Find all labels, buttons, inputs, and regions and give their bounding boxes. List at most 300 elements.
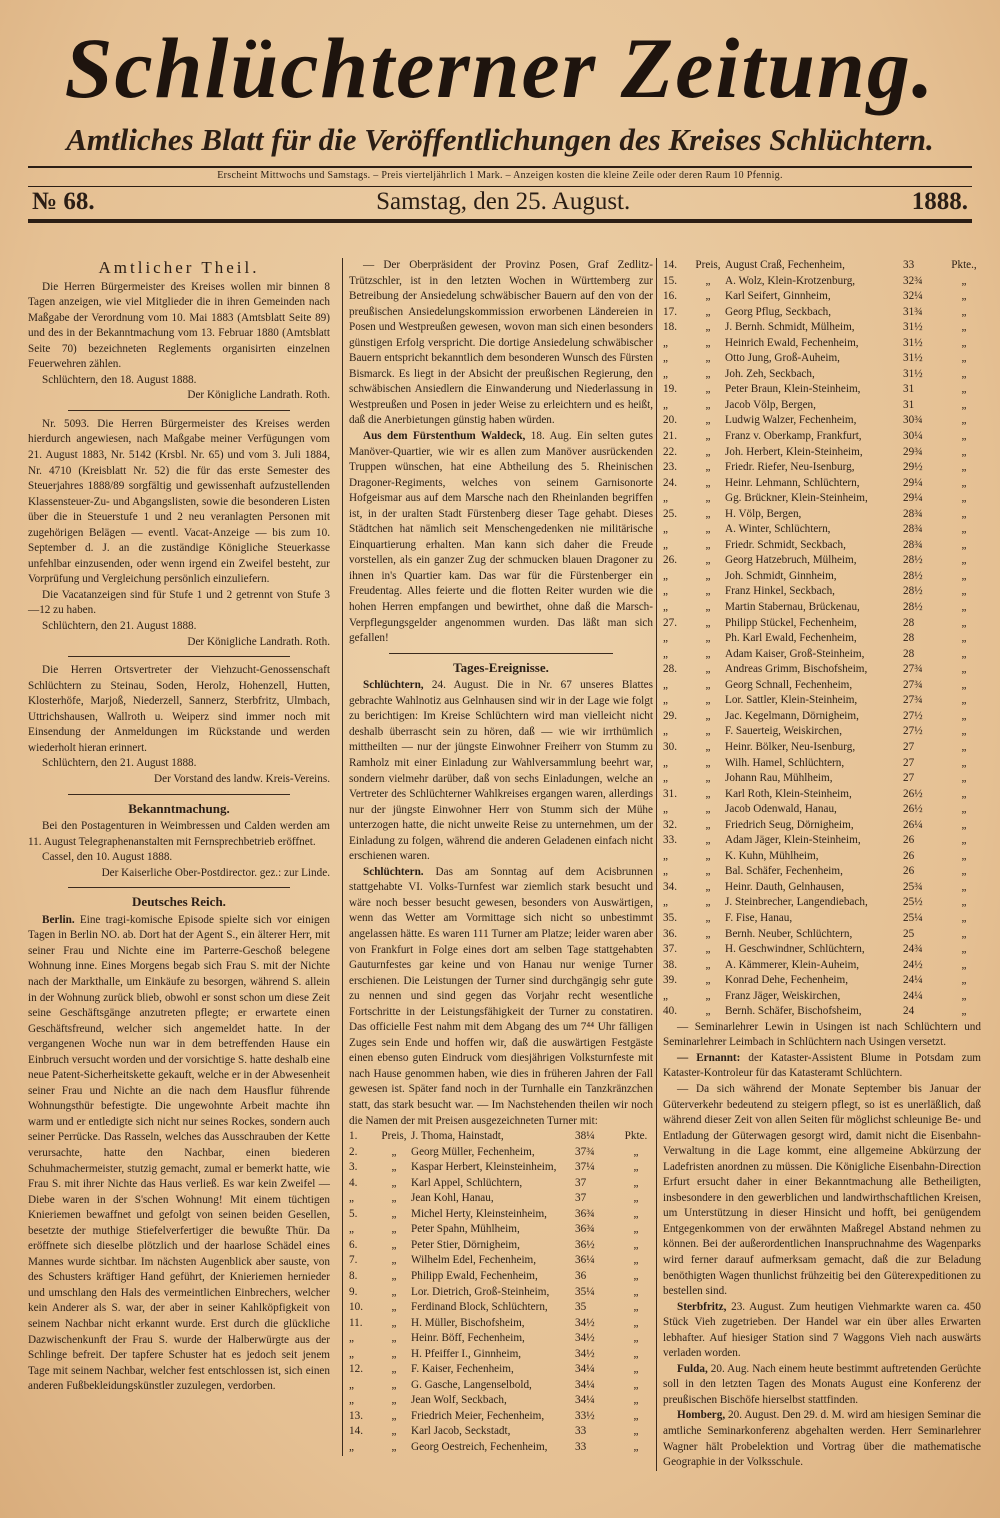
winner-name: Jean Wolf, Seckbach, <box>411 1394 507 1407</box>
rank: „ <box>663 694 668 707</box>
winner-name: Karl Appel, Schlüchtern, <box>411 1176 523 1189</box>
section-heading: Bekanntmachung. <box>128 800 230 816</box>
score: 31¾ <box>903 305 923 318</box>
score: 24¼ <box>903 989 923 1002</box>
prize-label: „ <box>705 678 711 691</box>
unit: „ <box>961 585 967 598</box>
score: 33 <box>575 1425 587 1438</box>
prize-label: „ <box>705 569 711 582</box>
table-row <box>349 1145 653 1161</box>
prize-label: „ <box>705 398 711 411</box>
winner-name: H. Völp, Bergen, <box>725 507 802 520</box>
unit: „ <box>961 927 967 940</box>
article-lead: — Ernannt: <box>677 1051 741 1064</box>
unit: „ <box>961 414 967 427</box>
unit: „ <box>961 290 967 303</box>
winner-name: Franz Hinkel, Seckbach, <box>725 585 835 598</box>
winner-name: Georg Pflug, Seckbach, <box>725 305 832 318</box>
prize-label: „ <box>391 1441 397 1454</box>
winner-name: Joh. Zeh, Seckbach, <box>725 367 815 380</box>
unit: „ <box>633 1425 639 1438</box>
winner-name: Franz Jäger, Weiskirchen, <box>725 989 841 1002</box>
rank: „ <box>663 492 668 505</box>
prize-label: „ <box>391 1394 397 1407</box>
score: 29¼ <box>903 476 923 489</box>
table-row <box>349 1238 653 1254</box>
prize-label: Preis, <box>381 1130 407 1143</box>
table-row <box>663 818 981 834</box>
winner-name: H. Müller, Bischofsheim, <box>411 1316 525 1329</box>
prize-label: „ <box>391 1425 397 1438</box>
score: 34½ <box>575 1332 595 1345</box>
prize-label: „ <box>705 834 711 847</box>
winner-name: Friedr. Riefer, Neu-Isenburg, <box>725 461 855 474</box>
winner-name: F. Fise, Hanau, <box>725 911 793 924</box>
unit: „ <box>961 523 967 536</box>
winner-name: August Craß, Fechenheim, <box>725 259 845 271</box>
rank: 20. <box>663 414 677 427</box>
score: 27½ <box>903 725 923 738</box>
score: 38¼ <box>575 1130 595 1143</box>
unit: „ <box>633 1192 639 1205</box>
score: 24¼ <box>903 974 923 987</box>
unit: „ <box>961 398 967 411</box>
unit: „ <box>961 911 967 924</box>
rank: „ <box>663 678 668 691</box>
prize-label: „ <box>391 1161 397 1174</box>
section-heading: Amtlicher Theil. <box>98 258 260 277</box>
unit: „ <box>633 1394 639 1407</box>
prize-label: „ <box>705 274 711 287</box>
prize-label: „ <box>705 414 711 427</box>
unit: „ <box>961 772 967 785</box>
table-row <box>663 678 981 694</box>
column-1 <box>28 258 330 1395</box>
table-row <box>663 522 981 538</box>
table-row <box>663 911 981 927</box>
rank: 7. <box>349 1254 358 1267</box>
unit: „ <box>633 1285 639 1298</box>
table-row <box>663 662 981 678</box>
article-paragraph <box>349 429 653 647</box>
winner-name: G. Gasche, Langenselbold, <box>411 1378 532 1391</box>
table-row <box>663 895 981 911</box>
table-row <box>663 289 981 305</box>
prize-label: „ <box>391 1145 397 1158</box>
score: 31 <box>903 398 915 411</box>
article-paragraph <box>663 1051 981 1082</box>
unit: „ <box>961 616 967 629</box>
rank: 31. <box>663 787 677 800</box>
table-row <box>663 429 981 445</box>
winner-name: K. Kuhn, Mühlheim, <box>725 849 819 862</box>
prize-label: „ <box>391 1223 397 1236</box>
signature: Der Königliche Landrath. Roth. <box>187 389 330 402</box>
score: 28½ <box>903 601 923 614</box>
score: 25¾ <box>903 880 923 893</box>
prize-label: „ <box>705 336 711 349</box>
table-row <box>349 1331 653 1347</box>
table-row <box>663 833 981 849</box>
article-text: Das am Sonntag auf dem Acisbrunnen stattgehabte VI. Volks-Turnfest war ziemlich stark besucht und wäre noch besser besucht gewesen, besonders von Auswärtigen, wenn das Wetter am Vormittage sich nicht so unbestimmt angelassen hätte. Es waren 111 Turner am Platze; leider waren aber von Frankfurt in Folge eines dort am selben Tage stattgehabten Gauturnfestes gar keine und von Hanau nur wenige Turner erschienen. Die Leistungen der Turner sind durchgängig sehr gute zu nennen und sind gegen das Vorjahr recht wesentliche Fortschritte in der Leistungsfähigkeit der Turner zu constatiren. Das officielle Fest nahm mit dem Abgang des um 7⁴⁴ Uhr fälligen Zuges sein Ende und hoffen wir, daß die auswärtigen Festgäste einen ebenso guten Eindruck vom diesjährigen Volksturnfeste mit nach Hause genommen haben, wie dies in früheren Jahren der Fall gewesen ist. Später fand noch in der Turnhalle ein Tanzkränzchen statt, das stark besucht war. — Im Nachstehenden theilen wir noch die Namen der mit Preisen ausgezeichneten Turner mit: <box>349 865 653 1127</box>
winner-name: A. Kämmerer, Klein-Auheim, <box>725 958 860 971</box>
prize-label: „ <box>705 880 711 893</box>
unit: „ <box>633 1316 639 1329</box>
unit: „ <box>961 663 967 676</box>
rank: „ <box>663 647 668 660</box>
score: 36¼ <box>575 1254 595 1267</box>
unit: „ <box>961 1005 967 1018</box>
score: 25½ <box>903 896 923 909</box>
prize-label: „ <box>705 476 711 489</box>
unit: „ <box>961 740 967 753</box>
winner-name: Peter Braun, Klein-Steinheim, <box>725 383 861 396</box>
table-row <box>663 927 981 943</box>
score: 33 <box>903 259 915 271</box>
table-row <box>349 1207 653 1223</box>
unit: „ <box>633 1441 639 1454</box>
article-text: 20. August. Den 29. d. M. wird am hiesigen Seminar die amtliche Seminarkonferenz abgehalten werden. Herr Seminarlehrer Wagner hält Probelektion und Vortrag über die mathematische Geographie in der Volksschule. <box>663 1409 981 1469</box>
rank: 3. <box>349 1161 358 1174</box>
rank: „ <box>663 803 668 816</box>
rank: 18. <box>663 321 677 334</box>
unit: „ <box>961 865 967 878</box>
rank: „ <box>663 725 668 738</box>
unit: „ <box>961 336 967 349</box>
rank: 15. <box>663 274 677 287</box>
winner-name: Konrad Dehe, Fechenheim, <box>725 974 849 987</box>
newspaper-title: Schlüchterner Zeitung. <box>64 20 936 116</box>
prize-label: „ <box>705 538 711 551</box>
table-row <box>663 274 981 290</box>
winner-name: Bernh. Neuber, Schlüchtern, <box>725 927 853 940</box>
unit: „ <box>961 974 967 987</box>
winner-name: Georg Hatzebruch, Mülheim, <box>725 554 857 567</box>
score: 27¾ <box>903 678 923 691</box>
unit: Pkte., <box>951 259 977 271</box>
unit: „ <box>961 538 967 551</box>
score: 30¼ <box>903 430 923 443</box>
prize-label: „ <box>705 709 711 722</box>
winner-name: Heinr. Böff, Fechenheim, <box>411 1332 525 1345</box>
rank: „ <box>349 1192 354 1205</box>
prize-label: „ <box>705 616 711 629</box>
score: 28¾ <box>903 538 923 551</box>
winner-name: F. Sauerteig, Weiskirchen, <box>725 725 842 738</box>
score: 34¼ <box>575 1363 595 1376</box>
score: 35¼ <box>575 1285 595 1298</box>
rank: 5. <box>349 1207 358 1220</box>
table-row <box>663 802 981 818</box>
article-paragraph <box>28 417 330 588</box>
score: 37 <box>575 1176 587 1189</box>
signature: Der Königliche Landrath. Roth. <box>187 635 330 648</box>
rank: „ <box>663 585 668 598</box>
prize-label: „ <box>705 352 711 365</box>
rank: 34. <box>663 880 677 893</box>
winner-name: Bernh. Schäfer, Bischofsheim, <box>725 1005 862 1018</box>
rank: 33. <box>663 834 677 847</box>
prize-list <box>663 258 981 1020</box>
rank: 2. <box>349 1145 358 1158</box>
winner-name: Heinrich Ewald, Fechenheim, <box>725 336 859 349</box>
prize-label: „ <box>705 974 711 987</box>
winner-name: Wilh. Hamel, Schlüchtern, <box>725 756 845 769</box>
score: 32¾ <box>903 274 923 287</box>
winner-name: Gg. Brückner, Klein-Steinheim, <box>725 492 868 505</box>
table-row <box>663 476 981 492</box>
rank: 27. <box>663 616 677 629</box>
rank: „ <box>663 538 668 551</box>
article-text: Eine tragi-komische Episode spielte sich vor einigen Tagen in Berlin NO. ab. Dort hat der Agent S., ein älterer Herr, mit seiner Frau und Nichte eine im Parterre-Geschoß belegene Wohnung inne. Eines Morgens begab sich Frau S. mit der Nichte nach der Markthalle, um Einkäufe zu besorgen, während S. allein in der Wohnung zurück blieb, obwohl er sonst schon um diese Zeit seine Geschäftsgänge anzutreten pflegte; er erwartete einen Geschäftsfreund, welcher sich angemeldet hatte. In der vergangenen Woche nun war in dem betreffenden Hause ein Einbruch versucht worden und der vorsichtige S. hatte deshalb eine neue Patent-Sicherheitskette gekauft, welche er in der Abwesenheit seiner Frau und Nichte an die nach dem Hausflur führende Wohnungsthür befestigte. Die ungewohnte Arbeit machte ihn warm und er entledigte sich nicht nur seines Rockes, sondern auch seiner Perrücke. Das Rasseln, welches das Ausschrauben der Kette verursachte, hatte den Nachbar, einen biederen Schuhmachermeister, stutzig gemacht, zumal er bemerkt hatte, wie Frau S. mit ihrer Nichte das Haus verließ. Es war kein Zweifel — Diebe waren in der S'schen Wohnung! Mit einem tüchtigen Knieriemen bewaffnet und gefolgt von seinen beiden Gesellen, besetzte der muthige Stiefelverfertiger die bewußte Thür. Da eröffnete sich dieselbe plötzlich und der haarlose Schädel eines Mannes wurde sichtbar. Im nächsten Augenblick aber sauste, von des Schusters kräftiger Hand geführt, der Knieriemen hernieder und umschlang den Hals des vermeintlichen Einbrechers, welcher kein Anderer als S. war, der aber in seiner Kahlköpfigkeit von seinem Nachbar nicht erkannt wurde. Erst durch die glückliche Dazwischenkunft der Frau S. wurde der Halberwürgte aus der Schlinge befreit. Der tapfere Schuster hat es jedoch seit jenem Tage mit seinem Nachbar, welcher fest entschlossen ist, sich einen anderen Fußbekleidungskünstler zuzulegen, verdorben. <box>28 913 330 1393</box>
prize-label: „ <box>705 818 711 831</box>
table-row <box>663 305 981 321</box>
winner-name: Peter Spahn, Mühlheim, <box>411 1223 520 1236</box>
table-row <box>663 616 981 632</box>
unit: „ <box>961 647 967 660</box>
article-text: 24. August. Die in Nr. 67 unseres Blattes gebrachte Wahlnotiz aus Gelnhausen sind wir in der Lage wie folgt zu berichtigen: Im Kreise Schlüchtern wird man vielleicht nicht deshalb überrascht sein zu hören, daß — wie wir irrthümlich mittheilten — nur der jüngste Einwohner Freiherr von Stumm zu Ramholz mit einer Einladung zur Wahlversammlung beehrt war, sondern vielmehr darüber, daß von sechs Einladungen, welche an Vertreter des Schlüchterner Wahlkreises ergangen waren, allerdings nur der jüngste Einwohner Herr von Stumm sich der Mühe unterzogen hatte, die nicht unweite Reise zu unternehmen, um der Einladung zu folgen, während die anderen Geladenen einfach nicht erschienen waren. <box>349 679 653 863</box>
table-row <box>349 1300 653 1316</box>
unit: „ <box>633 1145 639 1158</box>
unit: „ <box>961 601 967 614</box>
winner-name: Kaspar Herbert, Kleinsteinheim, <box>411 1161 557 1174</box>
column-3 <box>656 258 981 1471</box>
rank: 13. <box>349 1409 363 1422</box>
prize-label: „ <box>705 927 711 940</box>
article-text: Nr. 5093. Die Herren Bürgermeister des Kreises werden hierdurch angewiesen, nach Maßgabe meiner Verfügungen vom 21. August 1883, Nr. 5142 (Krsbl. Nr. 65) und vom 3. Juli 1884, Nr. 4710 (Kreisblatt Nr. 52) die für das erste Semester des Steuerjahres 1888/89 sorgfältig und gewissenhaft aufzustellenden Klassensteuer-Zu- und Abgangslisten, sowie die besonderen Listen über die in Steuerstufe 1 und 2 neu veranlagten Personen mit zugehörigen Belägen — eventl. Vacat-Anzeige — bis zum 10. September d. J. an die zuständige Königliche Steuerkasse unfehlbar einzusenden, oder wenn irgend ein Zweifel besteht, zur Vorprüfung und Vergleichung persönlich einzuliefern. <box>28 417 330 586</box>
score: 31½ <box>903 352 923 365</box>
winner-name: Adam Jäger, Klein-Steinheim, <box>725 834 861 847</box>
winner-name: Friedrich Seug, Dörnigheim, <box>725 818 854 831</box>
unit: „ <box>961 756 967 769</box>
unit: „ <box>633 1176 639 1189</box>
score: 26 <box>903 849 915 862</box>
score: 34½ <box>575 1347 595 1360</box>
winner-name: Ph. Karl Ewald, Fechenheim, <box>725 632 857 645</box>
unit: „ <box>961 321 967 334</box>
score: 28½ <box>903 569 923 582</box>
table-row <box>349 1253 653 1269</box>
table-row <box>349 1176 653 1192</box>
unit: „ <box>961 725 967 738</box>
rank: 26. <box>663 554 677 567</box>
winner-name: Jacob Odenwald, Hanau, <box>725 803 837 816</box>
score: 29¼ <box>903 492 923 505</box>
prize-label: „ <box>391 1301 397 1314</box>
rank: 6. <box>349 1238 358 1251</box>
publication-info: Erscheint Mittwochs und Samstags. – Preis vierteljährlich 1 Mark. – Anzeigen kosten die kleine Zeile oder deren Raum 10 Pfennig. <box>217 170 783 181</box>
rank: „ <box>663 989 668 1002</box>
table-row <box>663 584 981 600</box>
rank: 23. <box>663 461 677 474</box>
winner-name: Karl Roth, Klein-Steinheim, <box>725 787 852 800</box>
score: 36¾ <box>575 1207 595 1220</box>
score: 26 <box>903 834 915 847</box>
winner-name: Heinr. Dauth, Gelnhausen, <box>725 880 844 893</box>
masthead <box>28 18 972 223</box>
table-row <box>663 538 981 554</box>
table-row <box>663 336 981 352</box>
prize-label: „ <box>391 1332 397 1345</box>
score: 24 <box>903 1005 915 1018</box>
table-row <box>349 1269 653 1285</box>
table-row <box>349 1285 653 1301</box>
winner-name: Philipp Stückel, Fechenheim, <box>725 616 857 629</box>
table-row <box>349 1316 653 1332</box>
rank: 11. <box>349 1316 363 1329</box>
score: 28½ <box>903 554 923 567</box>
rank: 9. <box>349 1285 358 1298</box>
table-row <box>663 647 981 663</box>
table-row <box>349 1160 653 1176</box>
winner-name: A. Wolz, Klein-Krotzenburg, <box>725 274 856 287</box>
article-paragraph <box>28 280 330 373</box>
rank: „ <box>663 569 668 582</box>
table-row <box>663 398 981 414</box>
table-row <box>663 1004 981 1020</box>
rank: 40. <box>663 1005 677 1018</box>
rank: 14. <box>349 1425 363 1438</box>
table-row <box>663 942 981 958</box>
prize-label: „ <box>391 1316 397 1329</box>
article-paragraph <box>663 1408 981 1470</box>
article-text: — Der Oberpräsident der Provinz Posen, Graf Zedlitz-Trützschler, ist in den letzten Wochen in Württemberg zur Betreibung der Ansiedelung schwäbischer Bauern auf den von der preußischen Ansiedelungskommission erworbenen Ländereien in Posen und Westpreußen gewesen, wovon man sich einen besonders günstigen Erfolg verspricht. Die dortige Ansiedelung schwäbischer Bauern entspricht bekanntlich dem besonderen Wunsch des Fürsten Bismarck. Es liegt in der Absicht der preußischen Regierung, den schwäbischen Ansiedlern die Einwanderung und Niederlassung in Westpreußen und Posen in jeder Weise zu erleichtern und es heißt, daß die Anerbietungen günstig haben würden. <box>349 259 653 427</box>
winner-name: J. Steinbrecher, Langendiebach, <box>725 896 868 909</box>
score: 34½ <box>575 1316 595 1329</box>
unit: „ <box>961 849 967 862</box>
article-lead: Schlüchtern. <box>363 865 424 878</box>
winner-name: Philipp Ewald, Fechenheim, <box>411 1270 538 1282</box>
dateline-place: Schlüchtern, den 18. August 1888. <box>42 373 197 386</box>
unit: „ <box>633 1347 639 1360</box>
rank: „ <box>663 523 668 536</box>
prize-label: „ <box>391 1270 397 1282</box>
unit: „ <box>633 1254 639 1267</box>
unit: „ <box>961 632 967 645</box>
unit: „ <box>961 367 967 380</box>
article-text: 23. August. Zum heutigen Viehmarkte waren ca. 450 Stück Vieh zugetrieben. Der Handel war ein über alles Erwarten lebhafter. Auf hiesiger Station sind 7 Waggons Vieh nach auswärts verladen worden. <box>663 1300 981 1360</box>
prize-label: „ <box>705 585 711 598</box>
winner-name: Jean Kohl, Hanau, <box>411 1192 494 1205</box>
rank: „ <box>663 398 668 411</box>
prize-label: „ <box>705 772 711 785</box>
unit: „ <box>961 476 967 489</box>
unit: „ <box>961 943 967 956</box>
article-text: — Da sich während der Monate September bis Januar der Güterverkehr bedeutend zu steigern pflegt, so ist es unerläßlich, daß während dieser Zeit von allen Seiten für möglichst schleunige Be- und Entladung der Güterwagen gesorgt wird, damit nicht die Eisenbahn-Verwaltung in die Lage kommt, eine allgemeine Abkürzung der Ladefristen anordnen zu müssen. Die Königliche Eisenbahn-Direction Erfurt ersucht daher in einer Bekanntmachung alle Betheiligten, insbesondere in den gewerblichen und landwirthschaftlichen Kreisen, um Unterstützung in dieser Hinsicht und hofft, bei genügendem Entgegenkommen von der erwähnten Maßregel Abstand nehmen zu können. Bei der außerordentlichen Inanspruchnahme des Wagenparks wird ferner darauf aufmerksam gemacht, daß die zur Beladung benöthigten Wagen thunlichst frühzeitig bei den Güterexpeditionen zu bestellen sind. <box>663 1082 981 1298</box>
table-row <box>663 569 981 585</box>
unit: „ <box>961 958 967 971</box>
rank: 28. <box>663 663 677 676</box>
dateline-place: Schlüchtern, den 21. August 1888. <box>42 757 197 770</box>
prize-label: „ <box>705 896 711 909</box>
table-row <box>663 600 981 616</box>
unit: „ <box>961 507 967 520</box>
table-row <box>663 553 981 569</box>
table-row <box>349 1440 653 1456</box>
score: 25 <box>903 927 915 940</box>
table-row <box>663 771 981 787</box>
score: 37 <box>575 1192 587 1205</box>
unit: „ <box>633 1270 639 1282</box>
score: 26½ <box>903 787 923 800</box>
issue-number: № 68. <box>32 188 95 215</box>
winner-name: Heinr. Lehmann, Schlüchtern, <box>725 476 860 489</box>
unit: „ <box>961 818 967 831</box>
article-paragraph <box>349 678 653 865</box>
score: 27¾ <box>903 663 923 676</box>
article-paragraph <box>663 1362 981 1409</box>
winner-name: H. Geschwindner, Schlüchtern, <box>725 943 865 956</box>
prize-label: „ <box>391 1207 397 1220</box>
table-row <box>663 958 981 974</box>
table-row <box>663 973 981 989</box>
rank: 39. <box>663 974 677 987</box>
prize-label: „ <box>705 632 711 645</box>
unit: „ <box>961 803 967 816</box>
table-row <box>663 631 981 647</box>
table-row <box>663 989 981 1005</box>
score: 35 <box>575 1301 587 1314</box>
article-text: Bei den Postagenturen in Weimbressen und Calden werden am 11. August Telegraphenanstalten mit Fernsprechbetrieb eröffnet. <box>28 820 330 848</box>
winner-name: Peter Stier, Dörnigheim, <box>411 1238 520 1251</box>
prize-label: „ <box>705 725 711 738</box>
article-paragraph <box>28 819 330 850</box>
prize-label: „ <box>705 367 711 380</box>
unit: „ <box>633 1161 639 1174</box>
unit: „ <box>961 678 967 691</box>
unit: „ <box>961 461 967 474</box>
article-paragraph <box>28 663 330 756</box>
rank: 29. <box>663 709 677 722</box>
rank: „ <box>349 1394 354 1407</box>
table-row <box>663 367 981 383</box>
table-row <box>349 1424 653 1440</box>
prize-label: „ <box>391 1363 397 1376</box>
winner-name: Michel Herty, Kleinsteinheim, <box>411 1207 547 1220</box>
table-row <box>663 320 981 336</box>
unit: „ <box>961 709 967 722</box>
rank: „ <box>663 632 668 645</box>
rank: 14. <box>663 259 677 271</box>
prize-label: „ <box>391 1254 397 1267</box>
article-paragraph <box>28 913 330 1395</box>
issue-date: Samstag, den 25. August. <box>376 188 631 215</box>
table-row <box>663 460 981 476</box>
article-text: der Kataster-Assistent Blume in Potsdam zum Kataster-Kontroleur für das Katasteramt Schlüchtern. <box>663 1051 982 1080</box>
score: 28 <box>903 632 915 645</box>
section-heading: Deutsches Reich. <box>132 894 226 910</box>
unit: „ <box>961 383 967 396</box>
prize-label: „ <box>705 943 711 956</box>
winner-name: Lor. Dietrich, Groß-Steinheim, <box>411 1285 550 1298</box>
score: 30¾ <box>903 414 923 427</box>
winner-name: Friedr. Schmidt, Seckbach, <box>725 538 846 551</box>
prize-label: „ <box>705 740 711 753</box>
prize-label: „ <box>705 290 711 303</box>
prize-label: „ <box>705 461 711 474</box>
score: 28¾ <box>903 523 923 536</box>
table-row <box>349 1409 653 1425</box>
table-row <box>349 1393 653 1409</box>
unit: „ <box>961 352 967 365</box>
unit: „ <box>961 492 967 505</box>
prize-label: „ <box>705 663 711 676</box>
table-row <box>663 740 981 756</box>
prize-label: „ <box>705 507 711 520</box>
winner-name: Martin Stabernau, Brückenau, <box>725 601 860 614</box>
winner-name: Friedrich Meier, Fechenheim, <box>411 1409 545 1422</box>
prize-label: „ <box>705 694 711 707</box>
